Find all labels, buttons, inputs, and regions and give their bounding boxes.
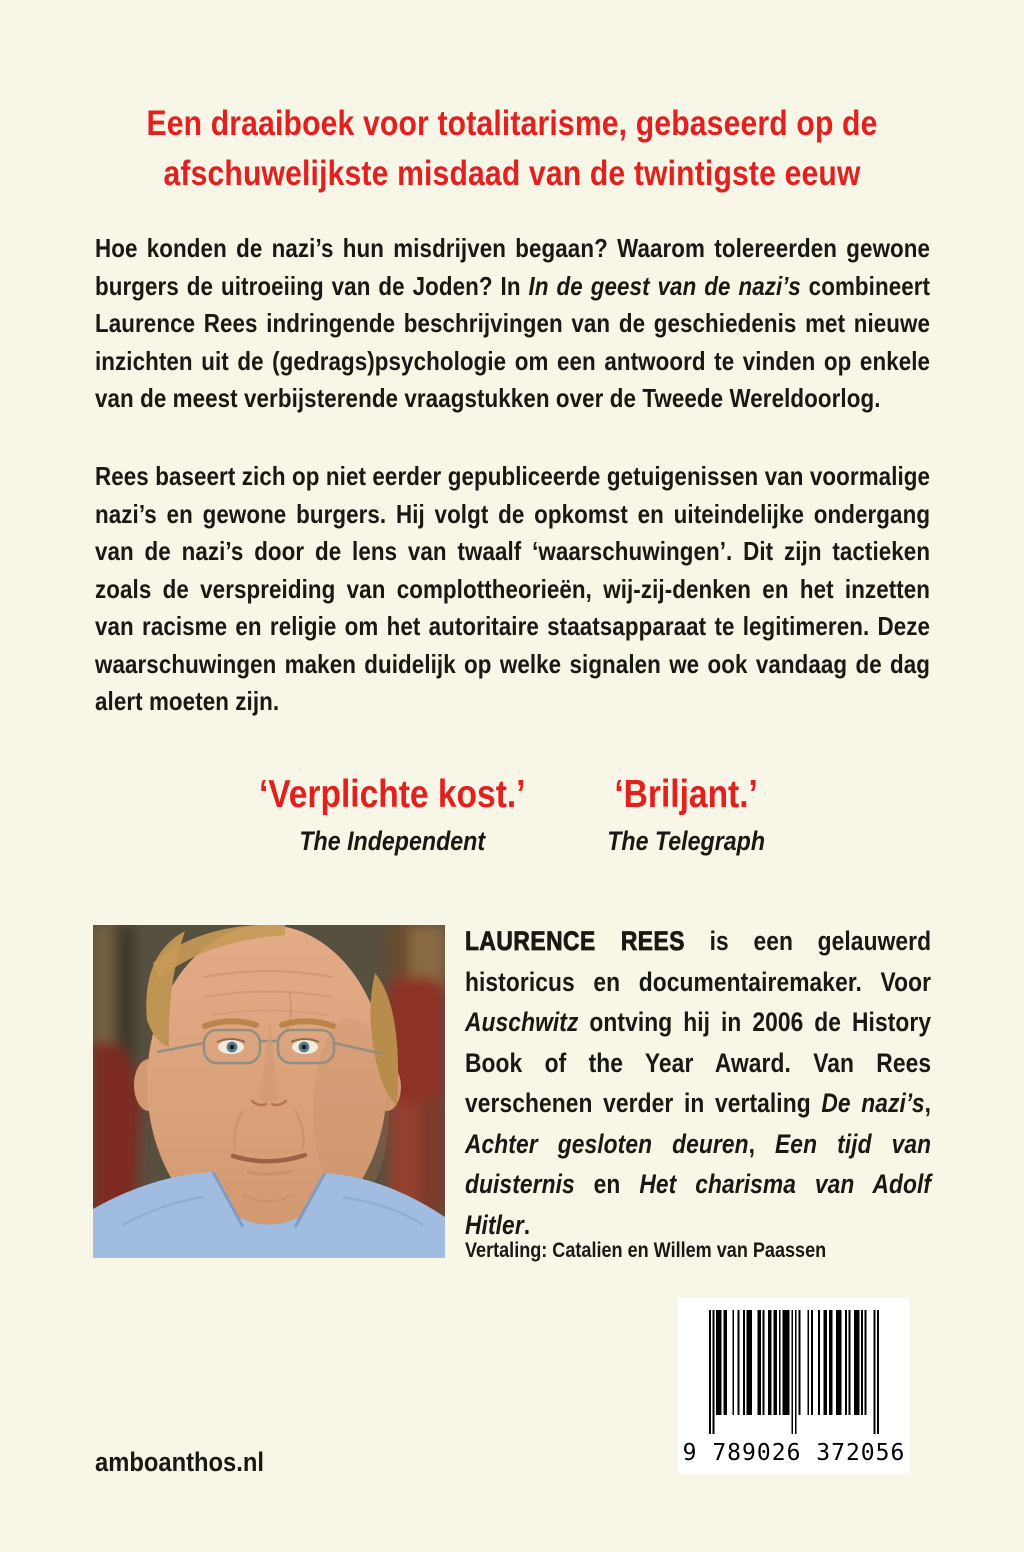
tagline-line-2: afschuwelijkste misdaad van de twintigste eeuw [163, 154, 861, 193]
press-quote-1-text: ‘Verplichte kost.’ [258, 773, 526, 816]
author-bio: LAURENCE REES is een gelauwerd historicus en documentairemaker. Voor Auschwitz ontving hij in 2006 de History Book of the Year Award. Van Rees verschenen verder in vertaling De nazi’s, Achter gesloten deuren, Een tijd van duisternis en Het charisma van Adolf Hitler. [465, 926, 932, 1240]
publisher-website: amboanthos.nl [95, 1447, 264, 1477]
synopsis-paragraph-2: Rees baseert zich op niet eerder gepubliceerde getuigenissen van voormalige nazi’s en gewone burgers. Hij volgt de opkomst en uiteindelijke ondergang van de nazi’s door de lens van twaalf ‘waarschuwingen’. Dit zijn tactieken zoals de verspreiding van complottheorieën, wij-zij-denken en het inzetten van racisme en religie om het autoritaire staatsapparaat te legitimeren. Deze waarschuwingen maken duidelijk op welke signalen we ook vandaag de dag alert moeten zijn. [95, 461, 931, 716]
press-quote-1 [259, 772, 526, 857]
barcode-bars [709, 1310, 879, 1434]
tagline [0, 99, 1023, 199]
synopsis-paragraph-1: Hoe konden de nazi’s hun misdrijven begaan? Waarom tolereerden gewone burgers de uitroeiing van de Joden? In In de geest van de nazi’s combineert Laurence Rees indringende beschrijvingen van de geschiedenis met nieuwe inzichten uit de (gedrags)psychologie om een antwoord te vinden op enkele van de meest verbijsterende vraagstukken over de Tweede Wereldoorlog. [95, 233, 931, 413]
press-quote-2-source: The Telegraph [607, 826, 766, 856]
press-quote-1-source: The Independent [299, 826, 486, 856]
translation-credit: Vertaling: Catalien en Willem van Paassen [465, 1239, 827, 1262]
author-portrait-image [93, 925, 445, 1258]
press-quotes [0, 772, 1023, 857]
barcode-number: 9 789026 372056 [682, 1440, 906, 1466]
tagline-line-1: Een draaiboek voor totalitarisme, gebaseerd op de [146, 104, 878, 143]
press-quote-2-text: ‘Briljant.’ [614, 773, 758, 816]
barcode [678, 1298, 910, 1474]
author-photo [93, 925, 445, 1258]
press-quote-2 [607, 772, 765, 857]
